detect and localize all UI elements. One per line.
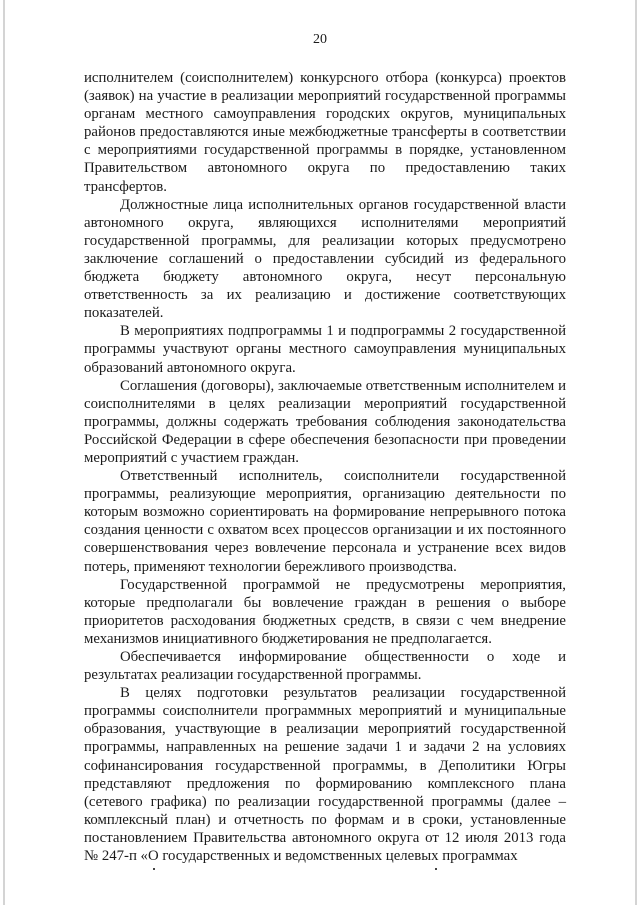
scan-speck [153,868,155,870]
paragraph-8: В целях подготовки результатов реализации государственной программы соисполнители программных мероприятий и муниципальные образования, участвующие в реализации мероприятий государственной программы, направленных на решение задачи 1 и задачи 2 на условиях софинансирования государственной программы, в Деполитики Югры представляют предложения по формированию комплексного плана (сетевого графика) по реализации государственной программы (далее – комплексный план) и отчетность по формам и в сроки, установленные постановлением Правительства автономного округа от 12 июля 2013 года № 247-п «О государственных и ведомственных целевых программах [84,685,566,865]
paragraph-3: В мероприятиях подпрограммы 1 и подпрограммы 2 государственной программы участвуют органы местного самоуправления муниципальных образований автономного округа. [84,323,566,376]
paragraph-7: Обеспечивается информирование общественности о ходе и результатах реализации государственной программы. [84,649,566,684]
paragraph-5: Ответственный исполнитель, соисполнители государственной программы, реализующие мероприятия, организацию деятельности по которым возможно сориентировать на формирование непрерывного потока создания ценности с охватом всех процессов организации и их постоянного совершенствования через вовлечение персонала и устранение всех видов потерь, применяют технологии бережливого производства. [84,468,566,575]
page-right-edge [635,0,637,905]
page-number: 20 [313,32,327,47]
scan-speck [435,868,437,870]
paragraph-1: исполнителем (соисполнителем) конкурсного отбора (конкурса) проектов (заявок) на участие в реализации мероприятий государственной программы органам местного самоуправления городских округов, муниципальных районов предоставляются иные межбюджетные трансферты в соответствии с мероприятиями государственной программы в порядке, установленном Правительством автономного округа по предоставлению таких трансфертов. [84,70,566,195]
page-left-edge [3,0,5,905]
body-text [84,69,566,865]
paragraph-4: Соглашения (договоры), заключаемые ответственным исполнителем и соисполнителями в целях реализации мероприятий государственной программы, должны содержать требования соблюдения законодательства Российской Федерации в сфере обеспечения безопасности при проведении мероприятий с участием граждан. [84,377,566,466]
paragraph-6: Государственной программой не предусмотрены мероприятия, которые предполагали бы вовлечение граждан в решения о выборе приоритетов расходования бюджетных средств, в связи с чем внедрение механизмов инициативного бюджетирования не предполагается. [84,576,566,647]
paragraph-2: Должностные лица исполнительных органов государственной власти автономного округа, являющихся исполнителями мероприятий государственной программы, для реализации которых предусмотрено заключение соглашений о предоставлении субсидий из федерального бюджета бюджету автономного округа, несут персональную ответственность за их реализацию и достижение соответствующих показателей. [84,196,566,322]
